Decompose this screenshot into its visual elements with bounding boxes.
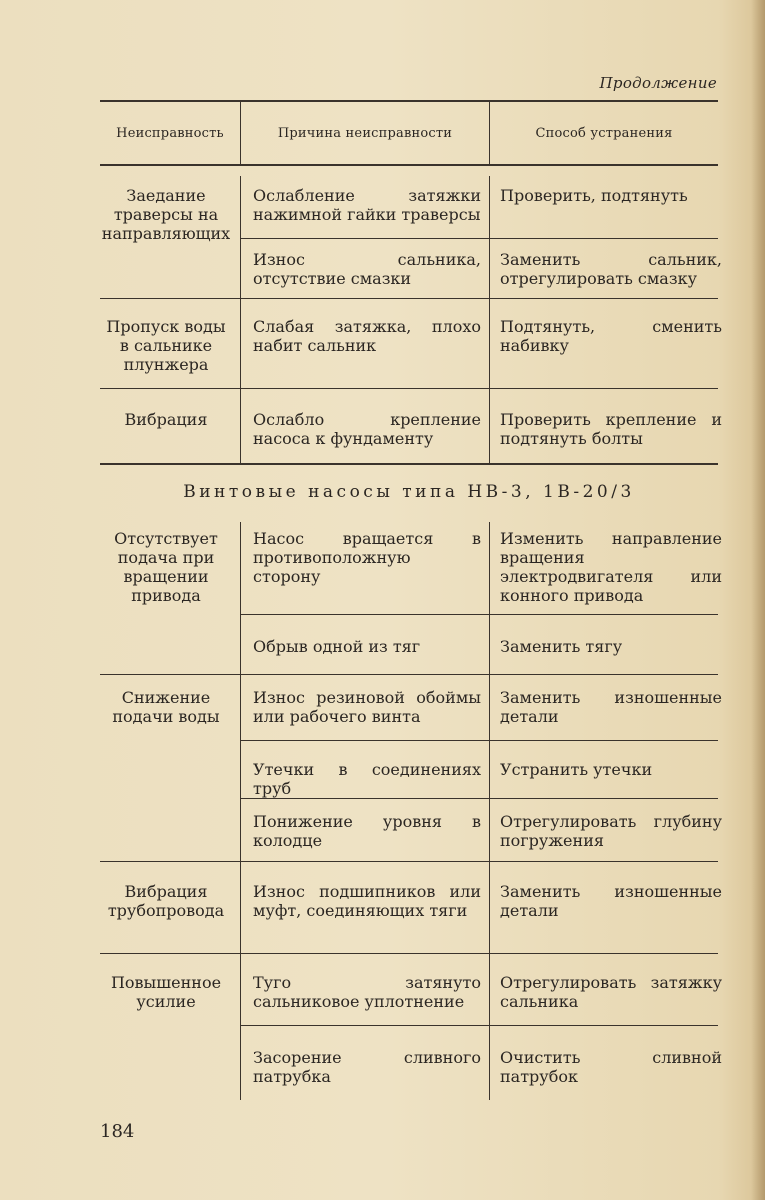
- fault-cell: Заедание траверсы на направляющих: [101, 186, 231, 243]
- table-rule: [100, 861, 718, 862]
- continuation-label: Продолжение: [599, 74, 717, 92]
- column-header-cause: Причина неисправности: [241, 102, 490, 164]
- table-rule: [240, 798, 718, 799]
- cause-cell: Обрыв одной из тяг: [253, 637, 421, 656]
- table-rule: [100, 298, 718, 299]
- cause-cell: Ослабление затяжки нажимной гайки траверсы: [253, 186, 481, 224]
- fault-cell: Повышенное усилие: [110, 973, 222, 1011]
- remedy-cell: Устранить утечки: [500, 760, 653, 779]
- fault-cell: Снижение подачи воды: [112, 688, 220, 726]
- remedy-cell: Проверить крепление и подтянуть болты: [500, 410, 722, 448]
- column-header-fault: Неисправность: [100, 102, 241, 164]
- section-title: Винтовые насосы типа НВ-3, 1В-20/3: [183, 482, 635, 502]
- remedy-cell: Изменить направление вращения электродвигателя или конного привода: [500, 529, 722, 605]
- remedy-cell: Отрегулировать глубину погружения: [500, 812, 722, 850]
- table-rule: [240, 614, 718, 615]
- cause-cell: Туго затянуто сальниковое уплотнение: [253, 973, 481, 1011]
- page-spine-shadow: [751, 0, 765, 1200]
- table-rule: [240, 238, 718, 239]
- cause-cell: Ослабло крепление насоса к фундаменту: [253, 410, 481, 448]
- column-header-remedy: Способ устранения: [535, 125, 673, 141]
- remedy-cell: Заменить тягу: [500, 637, 623, 656]
- fault-cell: Вибрация трубопровода: [107, 882, 225, 920]
- table-rule: [240, 740, 718, 741]
- table-rule: [100, 674, 718, 675]
- table-rule: [240, 522, 241, 1100]
- remedy-cell: Заменить сальник, отрегулировать смазку: [500, 250, 722, 288]
- table-rule: [240, 1025, 718, 1026]
- table-rule: [489, 176, 490, 464]
- cause-cell: Износ подшипников или муфт, соединяющих тяги: [253, 882, 481, 920]
- remedy-cell: Очистить сливной патрубок: [500, 1048, 722, 1086]
- remedy-cell: Заменить изношенные детали: [500, 882, 722, 920]
- page-number: 184: [100, 1121, 135, 1142]
- remedy-cell: Заменить изношенные детали: [500, 688, 722, 726]
- table-rule: [100, 388, 718, 389]
- cause-cell: Засорение сливного патрубка: [253, 1048, 481, 1086]
- remedy-cell: Отрегулировать затяжку сальника: [500, 973, 722, 1011]
- fault-cell: Пропуск воды в сальнике плунжера: [106, 317, 226, 374]
- table-rule: [100, 953, 718, 954]
- cause-cell: Понижение уровня в колодце: [253, 812, 481, 850]
- cause-cell: Износ резиновой обоймы или рабочего винта: [253, 688, 481, 726]
- remedy-cell: Проверить, подтянуть: [500, 186, 688, 205]
- cause-cell: Насос вращается в противоположную сторону: [253, 529, 481, 586]
- fault-cell: Отсутствует подача при вращении привода: [114, 529, 218, 605]
- table-header: [100, 100, 718, 166]
- table-rule: [100, 463, 718, 465]
- cause-cell: Слабая затяжка, плохо набит сальник: [253, 317, 481, 355]
- cause-cell: Утечки в соединениях труб: [253, 760, 481, 798]
- fault-cell: Вибрация: [124, 410, 208, 429]
- cause-cell: Износ сальника, отсутствие смазки: [253, 250, 481, 288]
- table-rule: [489, 522, 490, 1100]
- table-rule: [240, 176, 241, 464]
- remedy-cell: Подтянуть, сменить набивку: [500, 317, 722, 355]
